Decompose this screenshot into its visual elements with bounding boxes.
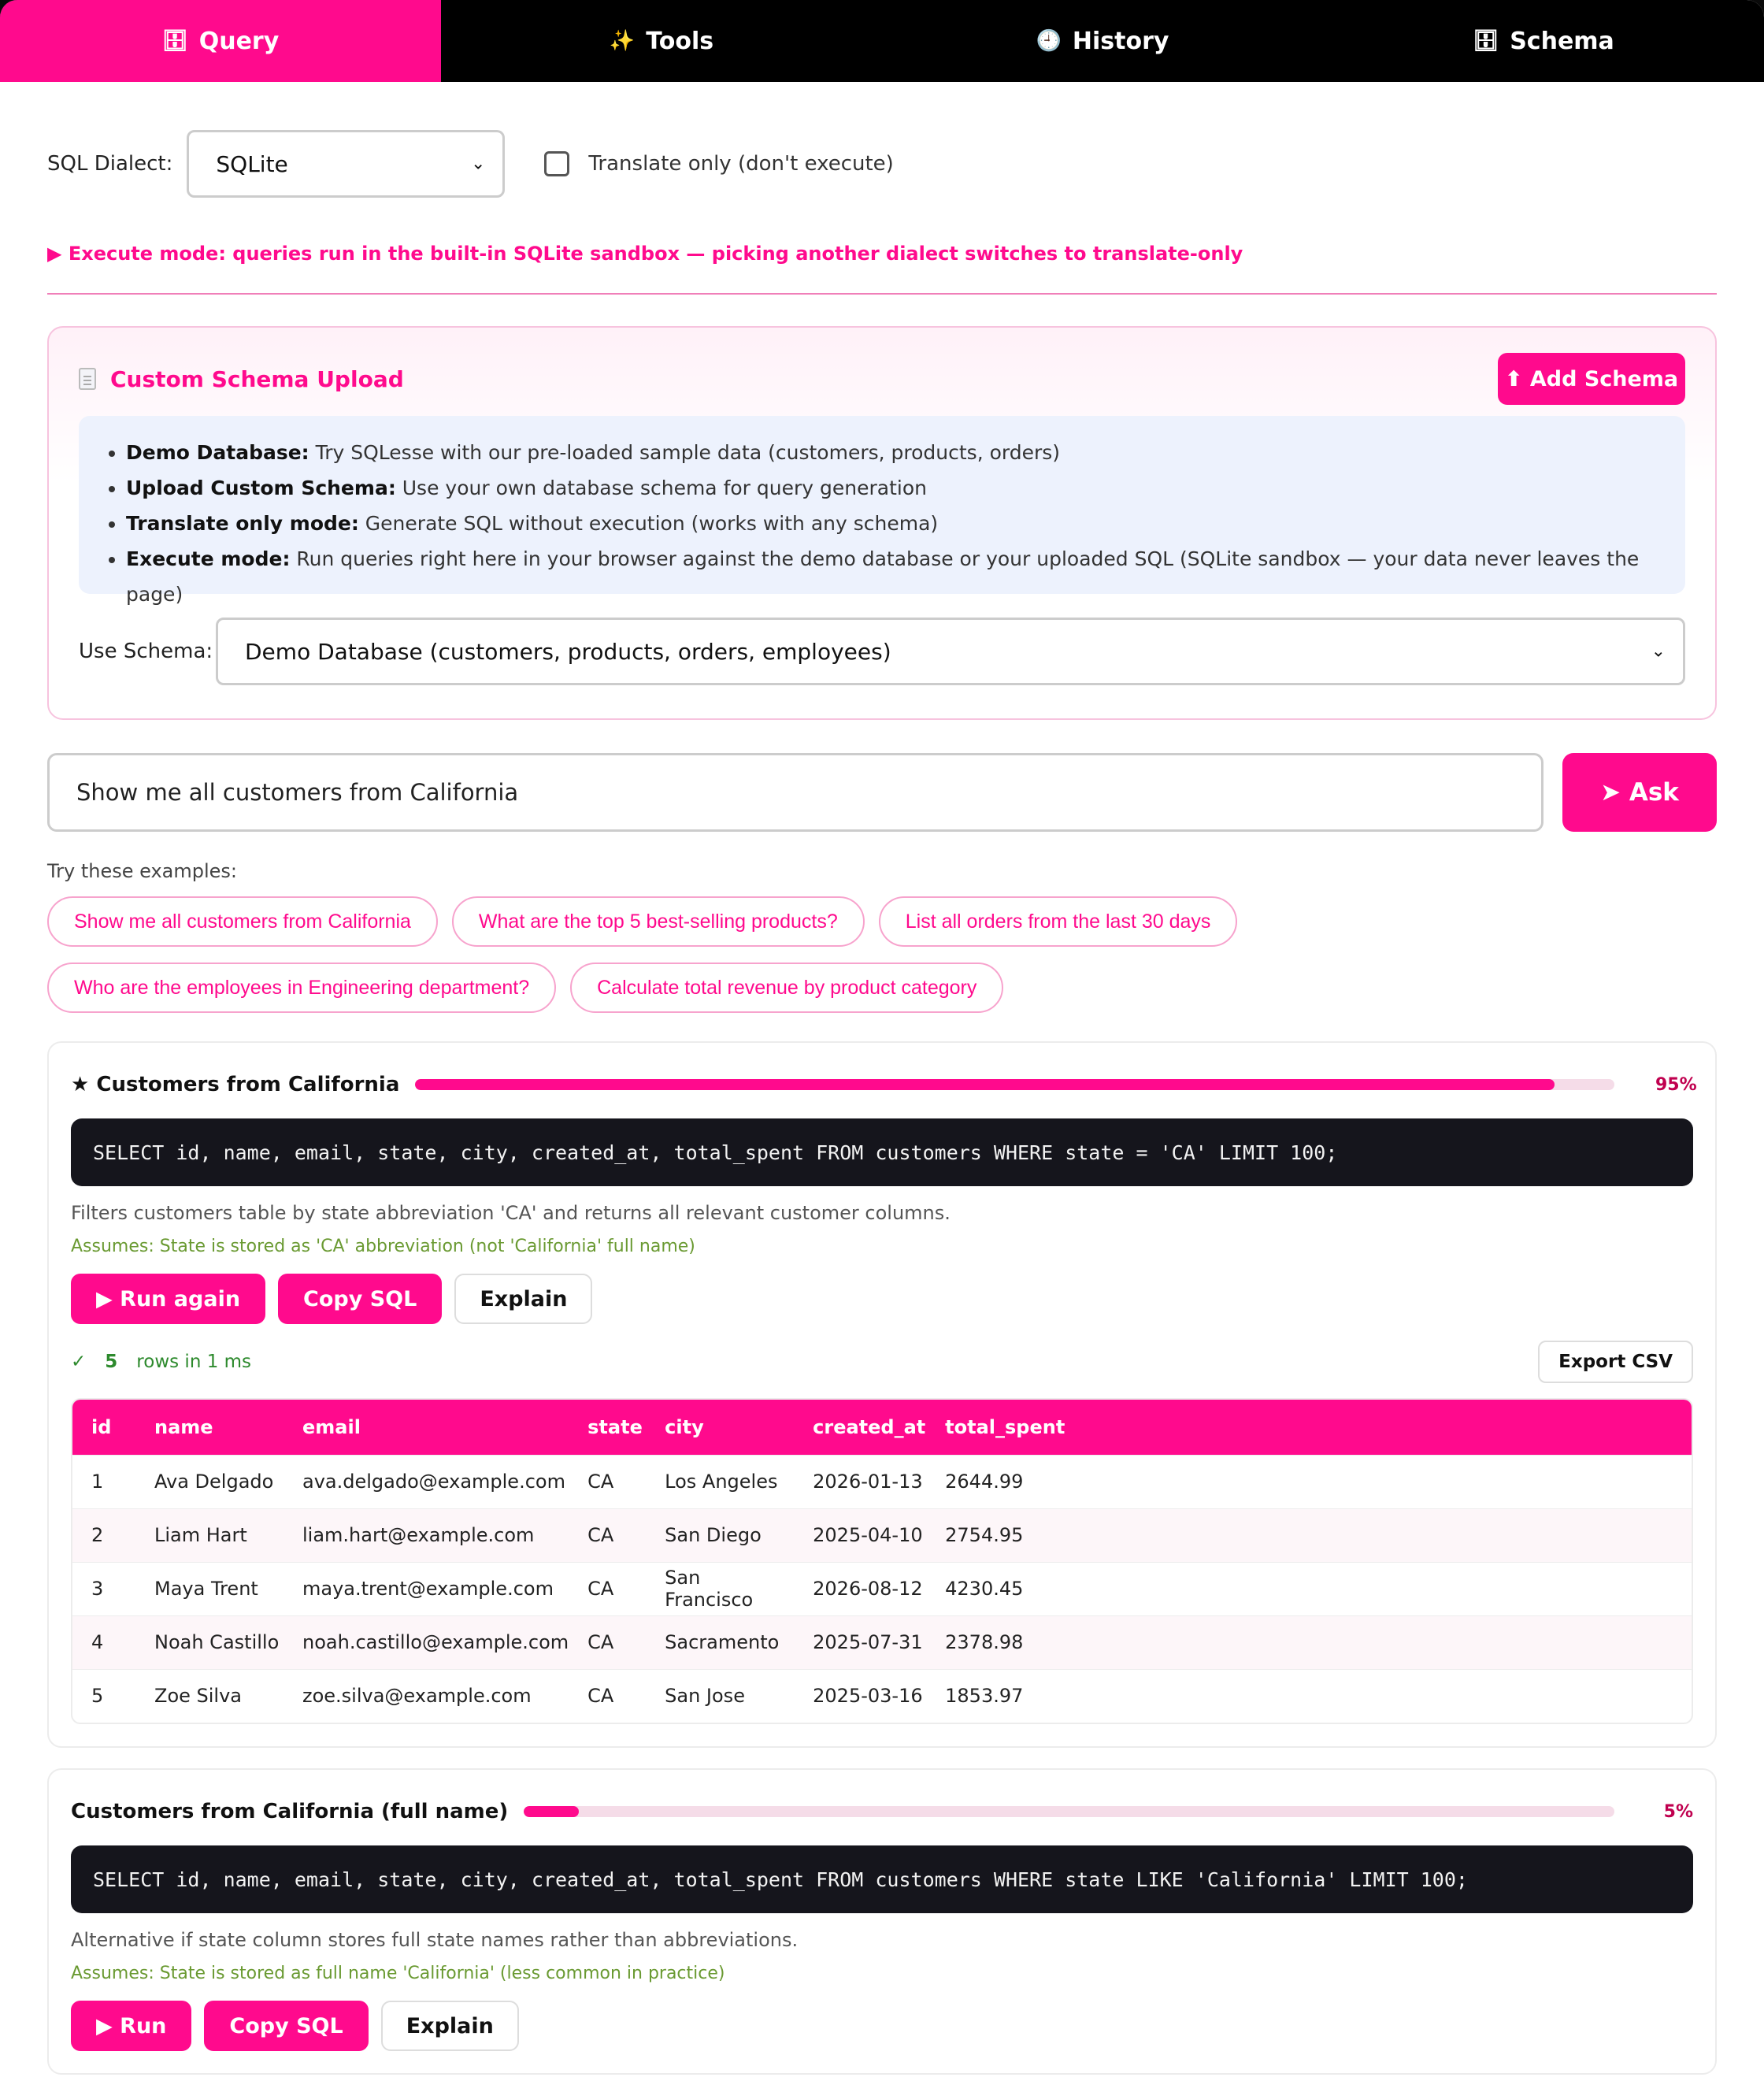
confidence-bar xyxy=(524,1806,1614,1817)
result-actions xyxy=(71,1274,1693,1324)
info-item: • Demo Database: Try SQLesse with our pre-loaded sample data (customers, products, orders) xyxy=(126,435,1662,470)
confidence-bar-fill xyxy=(524,1806,578,1817)
result-status xyxy=(71,1352,251,1372)
result-card xyxy=(47,1041,1717,1748)
table-cell: 2754.95 xyxy=(926,1508,1692,1562)
table-row xyxy=(72,1562,1692,1615)
schema-header xyxy=(79,353,1685,405)
explain-button[interactable]: Explain xyxy=(454,1274,592,1324)
column-header[interactable]: city xyxy=(646,1400,794,1455)
column-header[interactable]: email xyxy=(284,1400,569,1455)
confidence-bar-fill xyxy=(415,1079,1554,1090)
tab-history[interactable] xyxy=(882,0,1323,82)
table-cell: 4230.45 xyxy=(926,1562,1692,1615)
table-cell: Liam Hart xyxy=(135,1508,284,1562)
table-row xyxy=(72,1615,1692,1669)
table-cell: 3 xyxy=(72,1562,135,1615)
table-row xyxy=(72,1669,1692,1723)
table-cell: noah.castillo@example.com xyxy=(284,1615,569,1669)
table-cell: Ava Delgado xyxy=(135,1455,284,1508)
table-cell: 2026-08-12 xyxy=(794,1562,926,1615)
tab-label: Schema xyxy=(1510,27,1614,55)
dialect-row xyxy=(47,124,1717,203)
copy-sql-button[interactable]: Copy SQL xyxy=(278,1274,442,1324)
confidence-label: 5% xyxy=(1663,1801,1693,1822)
sql-assumption: Assumes: State is stored as full name 'California' (less common in practice) xyxy=(71,1964,725,1983)
table-cell: 2644.99 xyxy=(926,1455,1692,1508)
tab-tools[interactable] xyxy=(441,0,882,82)
tab-bar xyxy=(0,0,1764,82)
column-header[interactable]: name xyxy=(135,1400,284,1455)
tab-query[interactable] xyxy=(0,0,441,82)
table-row xyxy=(72,1455,1692,1508)
status-text: rows in 1 ms xyxy=(136,1352,252,1372)
example-chip[interactable]: List all orders from the last 30 days xyxy=(879,896,1238,947)
translate-only-checkbox[interactable] xyxy=(544,151,569,176)
table-cell: CA xyxy=(569,1669,646,1723)
table-cell: 2378.98 xyxy=(926,1615,1692,1669)
table-cell: 2 xyxy=(72,1508,135,1562)
result-card xyxy=(47,1768,1717,2075)
table-header-row xyxy=(72,1400,1692,1455)
tab-label: Tools xyxy=(646,27,714,55)
copy-sql-button[interactable]: Copy SQL xyxy=(204,2001,368,2051)
tab-schema[interactable] xyxy=(1323,0,1764,82)
confidence-label: 95% xyxy=(1655,1074,1697,1095)
run-button[interactable]: ▶ Run xyxy=(71,2001,191,2051)
use-schema-label: Use Schema: xyxy=(79,640,213,663)
divider xyxy=(47,293,1717,295)
schema-info-box xyxy=(79,416,1685,606)
query-input[interactable]: Show me all customers from California xyxy=(47,753,1544,832)
table-cell: San Francisco xyxy=(646,1562,794,1615)
use-schema-value: Demo Database (customers, products, orders, employees) xyxy=(245,638,891,665)
column-header[interactable]: id xyxy=(72,1400,135,1455)
results-table xyxy=(72,1400,1692,1723)
database-icon: 🗄 xyxy=(161,29,188,53)
table-cell: Sacramento xyxy=(646,1615,794,1669)
result-title: ★ Customers from California xyxy=(71,1073,400,1096)
table-cell: Noah Castillo xyxy=(135,1615,284,1669)
table-cell: 2025-07-31 xyxy=(794,1615,926,1669)
table-cell: zoe.silva@example.com xyxy=(284,1669,569,1723)
check-icon: ✓ xyxy=(71,1352,87,1372)
example-chip[interactable]: Who are the employees in Engineering department? xyxy=(47,963,556,1013)
info-item: • Execute mode: Run queries right here in your browser against the demo database or your uploaded SQL (SQLite sandbox — your data never leaves the page) xyxy=(126,541,1662,612)
example-chip[interactable]: Calculate total revenue by product category xyxy=(570,963,1003,1013)
schema-title-text: Custom Schema Upload xyxy=(110,365,404,392)
table-cell: 5 xyxy=(72,1669,135,1723)
export-csv-button[interactable]: Export CSV xyxy=(1538,1341,1693,1383)
result-actions xyxy=(71,2001,1693,2051)
use-schema-row xyxy=(79,618,1685,685)
examples-label: Try these examples: xyxy=(47,860,238,882)
table-cell: Maya Trent xyxy=(135,1562,284,1615)
dialect-value: SQLite xyxy=(216,150,288,177)
result-title: Customers from California (full name) xyxy=(71,1800,509,1823)
column-header[interactable]: created_at xyxy=(794,1400,926,1455)
run-again-button[interactable]: ▶ Run again xyxy=(71,1274,265,1324)
schema-title xyxy=(79,366,404,392)
tab-label: Query xyxy=(198,27,280,55)
main-content xyxy=(0,124,1764,2075)
sql-code: SELECT id, name, email, state, city, created_at, total_spent FROM customers WHERE state LIKE 'California' LIMIT 100; xyxy=(71,1845,1693,1913)
table-cell: 2025-04-10 xyxy=(794,1508,926,1562)
star-icon: ★ xyxy=(71,1073,90,1096)
table-cell: 1853.97 xyxy=(926,1669,1692,1723)
table-row xyxy=(72,1508,1692,1562)
sql-code: SELECT id, name, email, state, city, created_at, total_spent FROM customers WHERE state = 'CA' LIMIT 100; xyxy=(71,1118,1693,1186)
table-cell: CA xyxy=(569,1615,646,1669)
results-table-wrap xyxy=(71,1398,1693,1724)
sql-assumption: Assumes: State is stored as 'CA' abbreviation (not 'California' full name) xyxy=(71,1237,695,1256)
column-header[interactable]: total_spent xyxy=(926,1400,1692,1455)
table-cell: Los Angeles xyxy=(646,1455,794,1508)
table-cell: 2026-01-13 xyxy=(794,1455,926,1508)
confidence-bar xyxy=(415,1079,1614,1090)
table-cell: 1 xyxy=(72,1455,135,1508)
table-cell: ava.delgado@example.com xyxy=(284,1455,569,1508)
tab-label: History xyxy=(1072,27,1169,55)
dialect-label: SQL Dialect: xyxy=(47,152,173,176)
sql-explanation: Alternative if state column stores full state names rather than abbreviations. xyxy=(71,1929,799,1951)
table-cell: 4 xyxy=(72,1615,135,1669)
result-header xyxy=(71,1043,1697,1118)
row-count: 5 xyxy=(105,1352,118,1372)
table-cell: maya.trent@example.com xyxy=(284,1562,569,1615)
example-chips xyxy=(47,896,1465,1013)
table-cell: CA xyxy=(569,1508,646,1562)
sql-explanation: Filters customers table by state abbreviation 'CA' and returns all relevant customer columns. xyxy=(71,1202,951,1224)
example-chip[interactable]: Show me all customers from California xyxy=(47,896,438,947)
sparkles-icon: ✨ xyxy=(609,29,636,53)
database-icon: 🗄 xyxy=(1473,29,1499,53)
execute-mode-notice: ▶ Execute mode: queries run in the built-in SQLite sandbox — picking another dialect switches to translate-only xyxy=(47,243,1243,265)
translate-only-label: Translate only (don't execute) xyxy=(588,152,894,176)
table-cell: CA xyxy=(569,1562,646,1615)
ask-row xyxy=(47,753,1717,832)
ask-button[interactable]: ➤ Ask xyxy=(1562,753,1717,832)
column-header[interactable]: state xyxy=(569,1400,646,1455)
info-item: • Upload Custom Schema: Use your own database schema for query generation xyxy=(126,470,1662,506)
table-cell: CA xyxy=(569,1455,646,1508)
table-cell: liam.hart@example.com xyxy=(284,1508,569,1562)
document-icon xyxy=(79,368,96,390)
translate-only-toggle[interactable] xyxy=(544,151,893,176)
table-cell: Zoe Silva xyxy=(135,1669,284,1723)
result-status-row xyxy=(71,1340,1693,1384)
use-schema-select[interactable] xyxy=(216,618,1685,685)
info-item: • Translate only mode: Generate SQL without execution (works with any schema) xyxy=(126,506,1662,541)
table-cell: San Diego xyxy=(646,1508,794,1562)
chevron-down-icon: ⌄ xyxy=(1651,641,1666,662)
clock-icon: 🕘 xyxy=(1036,29,1062,53)
result-header xyxy=(71,1770,1693,1845)
table-cell: 2025-03-16 xyxy=(794,1669,926,1723)
schema-panel xyxy=(47,326,1717,720)
table-cell: San Jose xyxy=(646,1669,794,1723)
explain-button[interactable]: Explain xyxy=(381,2001,519,2051)
dialect-select[interactable] xyxy=(187,130,505,198)
chevron-down-icon: ⌄ xyxy=(470,154,486,174)
add-schema-button[interactable]: ⬆ Add Schema xyxy=(1498,353,1685,405)
example-chip[interactable]: What are the top 5 best-selling products? xyxy=(452,896,865,947)
